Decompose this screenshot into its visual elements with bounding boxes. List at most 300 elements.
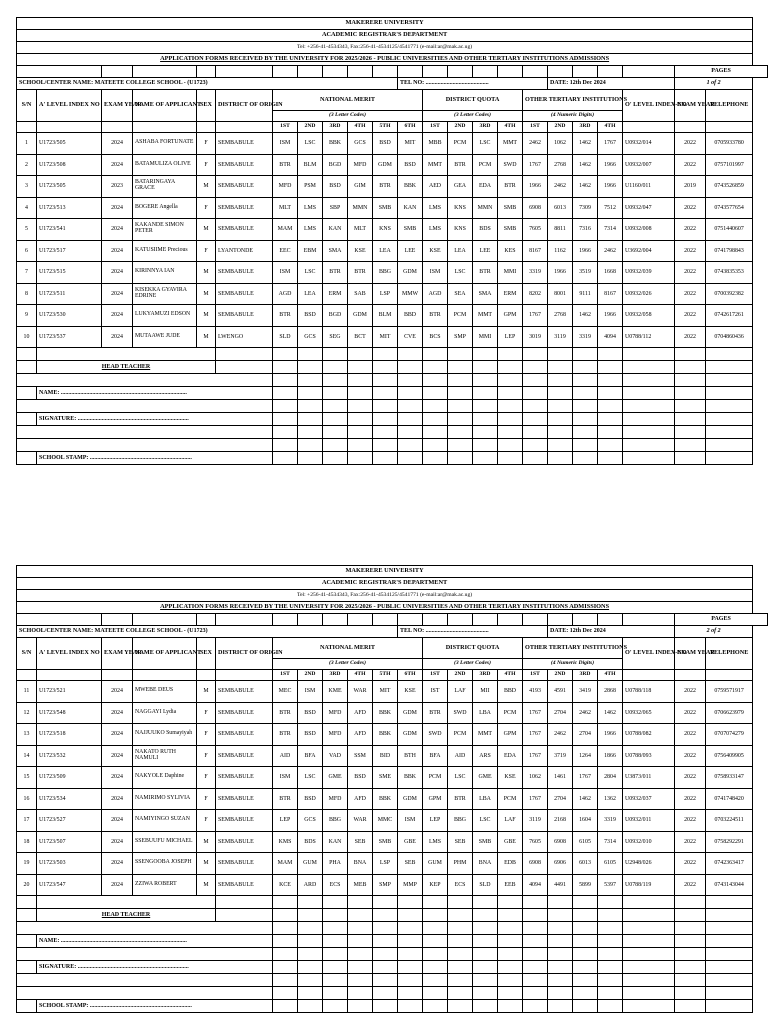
national-merit-choice: WAR — [348, 681, 373, 703]
a-level-index: U1723/527 — [37, 810, 102, 832]
district-quota-choice: MMT — [473, 724, 498, 746]
national-merit-choice: BBK — [373, 788, 398, 810]
district: SEMBABULE — [216, 305, 273, 327]
sex: F — [197, 197, 216, 219]
tertiary-choice: 2168 — [548, 810, 573, 832]
a-level-index: U1723/511 — [37, 283, 102, 305]
district-quota-choice: AID — [448, 745, 473, 767]
district: SEMBABULE — [216, 831, 273, 853]
o-level-index: U0932/008 — [623, 219, 675, 241]
applicant-name: ASHABA FORTUNATE — [133, 133, 197, 155]
tertiary-choice: 3319 — [523, 262, 548, 284]
district-quota-choice: SWD — [448, 702, 473, 724]
national-merit-choice: AID — [273, 745, 298, 767]
head-teacher-label: HEAD TEACHER — [37, 361, 216, 374]
tertiary-choice: 6105 — [598, 853, 623, 875]
rank-label: 4TH — [348, 122, 373, 133]
contact-line: Tel: +256-41-4534343, Fax:256-41-4534125/4541771 (e-mail:ar@mak.ac.ug) — [17, 42, 753, 54]
tertiary-choice: 8001 — [548, 283, 573, 305]
national-merit-choice: GUM — [298, 853, 323, 875]
o-level-exam-year: 2022 — [675, 702, 706, 724]
telephone: 0759571917 — [706, 681, 753, 703]
district: SEMBABULE — [216, 745, 273, 767]
national-merit-choice: MLT — [348, 219, 373, 241]
tertiary-choice: 1966 — [598, 154, 623, 176]
a-level-index: U1723/505 — [37, 176, 102, 198]
district-quota-choice: MMT — [423, 154, 448, 176]
name-field[interactable]: NAME: .................................................................................... — [37, 935, 273, 948]
national-merit-choice: GDM — [398, 724, 423, 746]
district-quota-choice: ARS — [473, 745, 498, 767]
rank-label: 1ST — [273, 122, 298, 133]
district-quota-choice: BBG — [448, 810, 473, 832]
district-quota-choice: MMT — [473, 305, 498, 327]
o-level-exam-year: 2022 — [675, 133, 706, 155]
exam-year: 2024 — [102, 154, 133, 176]
signature-field[interactable]: SIGNATURE: .......................................................................... — [37, 413, 273, 426]
district: LWENGO — [216, 326, 273, 348]
pages-label: PAGES — [675, 66, 768, 78]
serial-number: 9 — [17, 305, 37, 327]
district-quota-choice: BDS — [473, 219, 498, 241]
sex: M — [197, 305, 216, 327]
a-level-index: U1723/507 — [37, 831, 102, 853]
o-level-index: U0788/112 — [623, 326, 675, 348]
rank-label: 3RD — [323, 670, 348, 681]
national-merit-choice: KNS — [373, 219, 398, 241]
o-level-index: U3873/011 — [623, 767, 675, 789]
rank-label: 4TH — [498, 122, 523, 133]
o-level-exam-year: 2022 — [675, 219, 706, 241]
sex: M — [197, 681, 216, 703]
serial-number: 10 — [17, 326, 37, 348]
national-merit-choice: WAR — [348, 810, 373, 832]
col-o-level: O' LEVEL INDEX-NO — [623, 90, 675, 122]
national-merit-choice: GDM — [398, 702, 423, 724]
tertiary-choice: 4491 — [548, 874, 573, 896]
rank-label: 6TH — [398, 122, 423, 133]
a-level-index: U1723/513 — [37, 197, 102, 219]
a-level-index: U1723/509 — [37, 767, 102, 789]
district-quota-choice: BNA — [473, 853, 498, 875]
serial-number: 17 — [17, 810, 37, 832]
telephone: 0707074279 — [706, 724, 753, 746]
national-merit-choice: BTR — [373, 176, 398, 198]
sex: F — [197, 240, 216, 262]
exam-year: 2024 — [102, 681, 133, 703]
national-merit-choice: BSD — [298, 702, 323, 724]
national-merit-choice: EEC — [273, 240, 298, 262]
district-quota-choice: ECS — [448, 874, 473, 896]
tertiary-choice: 1767 — [523, 702, 548, 724]
national-merit-choice: GDM — [398, 788, 423, 810]
table-row — [17, 831, 768, 853]
col-name: NAME OF APPLICANT — [133, 90, 197, 122]
tertiary-choice: 1462 — [573, 305, 598, 327]
school-stamp-field[interactable]: SCHOOL STAMP: .................................................................... — [37, 1000, 273, 1013]
applicant-name: BATAMULIZA OLIVE — [133, 154, 197, 176]
school-name: SCHOOL/CENTER NAME: MATEETE COLLEGE SCHOOL - (U1723) — [17, 78, 398, 90]
district: SEMBABULE — [216, 154, 273, 176]
district-quota-choice: EDB — [498, 853, 523, 875]
col-national-merit: NATIONAL MERIT — [273, 90, 423, 111]
tertiary-choice: 2462 — [523, 133, 548, 155]
o-level-index: U0932/039 — [623, 262, 675, 284]
o-level-index: U0932/014 — [623, 133, 675, 155]
telephone: 0741798843 — [706, 240, 753, 262]
o-level-exam-year: 2022 — [675, 262, 706, 284]
sex: M — [197, 219, 216, 241]
letter-codes-note: (3 Letter Codes) — [273, 111, 423, 122]
tertiary-choice: 7316 — [573, 219, 598, 241]
sex: F — [197, 810, 216, 832]
district-quota-choice: BBD — [498, 681, 523, 703]
applicant-name: NAGGAYI Lydia — [133, 702, 197, 724]
national-merit-choice: BSD — [298, 305, 323, 327]
tertiary-choice: 2462 — [573, 702, 598, 724]
tertiary-choice: 6013 — [573, 853, 598, 875]
national-merit-choice: BBK — [373, 702, 398, 724]
national-merit-choice: PSM — [298, 176, 323, 198]
school-stamp-field[interactable]: SCHOOL STAMP: .................................................................... — [37, 452, 273, 465]
tertiary-choice: 6908 — [523, 853, 548, 875]
district-quota-choice: BFA — [423, 745, 448, 767]
national-merit-choice: GCS — [298, 326, 323, 348]
national-merit-choice: BDS — [298, 831, 323, 853]
tertiary-choice: 8167 — [598, 283, 623, 305]
tertiary-choice: 1668 — [598, 262, 623, 284]
tertiary-choice: 1462 — [573, 788, 598, 810]
tertiary-choice: 7314 — [598, 831, 623, 853]
district-quota-choice: SMP — [448, 326, 473, 348]
applicant-name: BATARINGAYA GRACE — [133, 176, 197, 198]
a-level-index: U1723/537 — [37, 326, 102, 348]
name-field[interactable]: NAME: .................................................................................... — [37, 387, 273, 400]
national-merit-choice: MAM — [273, 219, 298, 241]
o-level-index: U0788/082 — [623, 724, 675, 746]
exam-year: 2023 — [102, 176, 133, 198]
district-quota-choice: MMI — [473, 326, 498, 348]
district: SEMBABULE — [216, 853, 273, 875]
sex: F — [197, 724, 216, 746]
national-merit-choice: BBG — [373, 262, 398, 284]
rank-label: 3RD — [323, 122, 348, 133]
numeric-digits-note: (4 Numeric Digits) — [523, 659, 623, 670]
national-merit-choice: ISM — [298, 681, 323, 703]
district-quota-choice: LSC — [448, 767, 473, 789]
col-o-exam-year: EXAM YEAR — [675, 638, 706, 670]
tertiary-choice: 6105 — [573, 831, 598, 853]
national-merit-choice: SMB — [373, 831, 398, 853]
district-quota-choice: KSE — [498, 767, 523, 789]
national-merit-choice: MMC — [373, 810, 398, 832]
sex: M — [197, 283, 216, 305]
serial-number: 1 — [17, 133, 37, 155]
national-merit-choice: BGD — [323, 154, 348, 176]
applicant-name: KISEKKA GYAVIRA EDRINE — [133, 283, 197, 305]
tertiary-choice: 6908 — [548, 831, 573, 853]
national-merit-choice: MAM — [273, 853, 298, 875]
district-quota-choice: MMT — [498, 133, 523, 155]
o-level-exam-year: 2022 — [675, 154, 706, 176]
tertiary-choice: 1767 — [523, 788, 548, 810]
applicant-name: KAKANDE SIMON PETER — [133, 219, 197, 241]
a-level-index: U1723/505 — [37, 133, 102, 155]
national-merit-choice: KME — [323, 681, 348, 703]
national-merit-choice: LMS — [298, 219, 323, 241]
sex: M — [197, 853, 216, 875]
district-quota-choice: LEA — [448, 240, 473, 262]
tertiary-choice: 1767 — [573, 767, 598, 789]
department-name: ACADEMIC REGISTRAR'S DEPARTMENT — [17, 30, 753, 42]
national-merit-choice: BSD — [398, 154, 423, 176]
national-merit-choice: MMW — [398, 283, 423, 305]
tertiary-choice: 7314 — [598, 219, 623, 241]
sex: F — [197, 702, 216, 724]
district-quota-choice: PCM — [448, 305, 473, 327]
letter-codes-note: (3 Letter Codes) — [423, 111, 523, 122]
national-merit-choice: ERM — [323, 283, 348, 305]
district-quota-choice: AGD — [423, 283, 448, 305]
national-merit-choice: BBD — [398, 305, 423, 327]
district-quota-choice: SMA — [473, 283, 498, 305]
university-name: MAKERERE UNIVERSITY — [17, 18, 753, 30]
tertiary-choice: 2868 — [598, 681, 623, 703]
district-quota-choice: LMS — [423, 219, 448, 241]
district-quota-choice: BCS — [423, 326, 448, 348]
district-quota-choice: PCM — [498, 702, 523, 724]
o-level-index: U0932/007 — [623, 154, 675, 176]
serial-number: 15 — [17, 767, 37, 789]
tertiary-choice: 2704 — [548, 788, 573, 810]
tertiary-choice: 2462 — [548, 176, 573, 198]
national-merit-choice: SEB — [348, 831, 373, 853]
district: SEMBABULE — [216, 681, 273, 703]
o-level-index: U2948/026 — [623, 853, 675, 875]
a-level-index: U1723/532 — [37, 745, 102, 767]
applicant-name: NAMIRIMO SYLIVIA — [133, 788, 197, 810]
district-quota-choice: LEE — [473, 240, 498, 262]
applicant-name: SSEBUUFU MICHAEL — [133, 831, 197, 853]
district: SEMBABULE — [216, 176, 273, 198]
district-quota-choice: BTR — [473, 262, 498, 284]
district-quota-choice: PHM — [448, 853, 473, 875]
table-row — [17, 788, 768, 810]
tertiary-choice: 4094 — [598, 326, 623, 348]
district-quota-choice: PCM — [423, 767, 448, 789]
col-district-quota: DISTRICT QUOTA — [423, 638, 523, 659]
a-level-index: U1723/534 — [37, 788, 102, 810]
national-merit-choice: ISM — [273, 767, 298, 789]
telephone: 0758933147 — [706, 767, 753, 789]
table-row — [17, 724, 768, 746]
district-quota-choice: BTR — [498, 176, 523, 198]
table-row — [17, 305, 768, 327]
national-merit-choice: KSE — [398, 681, 423, 703]
rank-label: 3RD — [573, 670, 598, 681]
tertiary-choice: 3519 — [573, 262, 598, 284]
district-quota-choice: SEB — [448, 831, 473, 853]
col-index: A' LEVEL INDEX NO — [37, 90, 102, 122]
tertiary-choice: 9111 — [573, 283, 598, 305]
tertiary-choice: 7309 — [573, 197, 598, 219]
o-level-exam-year: 2022 — [675, 831, 706, 853]
national-merit-choice: BLM — [373, 305, 398, 327]
district-quota-choice: MII — [473, 681, 498, 703]
national-merit-choice: BSD — [348, 767, 373, 789]
exam-year: 2024 — [102, 702, 133, 724]
table-row — [17, 283, 768, 305]
tertiary-choice: 1966 — [598, 305, 623, 327]
rank-label: 1ST — [523, 122, 548, 133]
district-quota-choice: EEB — [498, 874, 523, 896]
district: SEMBABULE — [216, 283, 273, 305]
rank-label: 2ND — [298, 122, 323, 133]
tertiary-choice: 1966 — [548, 262, 573, 284]
national-merit-choice: BTR — [273, 702, 298, 724]
national-merit-choice: LEA — [373, 240, 398, 262]
district-quota-choice: PCM — [498, 788, 523, 810]
national-merit-choice: SAB — [348, 283, 373, 305]
national-merit-choice: BID — [373, 745, 398, 767]
tertiary-choice: 1966 — [523, 176, 548, 198]
national-merit-choice: ARD — [298, 874, 323, 896]
district: SEMBABULE — [216, 767, 273, 789]
a-level-index: U1723/548 — [37, 702, 102, 724]
district-quota-choice: GPM — [498, 305, 523, 327]
tertiary-choice: 1461 — [548, 767, 573, 789]
district-quota-choice: EDA — [498, 745, 523, 767]
o-level-exam-year: 2022 — [675, 853, 706, 875]
tel-no-field: TEL NO: .......................................... — [398, 626, 548, 638]
district-quota-choice: ISM — [423, 262, 448, 284]
district-quota-choice: KNS — [448, 197, 473, 219]
page-number: 2 of 2 — [675, 626, 753, 638]
table-row — [17, 197, 768, 219]
national-merit-choice: GCS — [298, 810, 323, 832]
form-page-2 — [16, 565, 768, 1013]
col-telephone: TELEPHONE — [706, 90, 753, 122]
serial-number: 18 — [17, 831, 37, 853]
tel-no-field: TEL NO: .......................................... — [398, 78, 548, 90]
national-merit-choice: SMB — [398, 219, 423, 241]
tertiary-choice: 1462 — [573, 154, 598, 176]
national-merit-choice: BCT — [348, 326, 373, 348]
applicant-name: BOGERE Angella — [133, 197, 197, 219]
tertiary-choice: 2462 — [598, 240, 623, 262]
district-quota-choice: MMI — [498, 262, 523, 284]
table-row — [17, 176, 768, 198]
serial-number: 12 — [17, 702, 37, 724]
rank-label: 1ST — [523, 670, 548, 681]
serial-number: 3 — [17, 176, 37, 198]
col-sex: SEX — [197, 90, 216, 122]
national-merit-choice: LSP — [373, 283, 398, 305]
district-quota-choice: LEP — [498, 326, 523, 348]
serial-number: 19 — [17, 853, 37, 875]
national-merit-choice: BTH — [398, 745, 423, 767]
district-quota-choice: KEP — [423, 874, 448, 896]
table-row — [17, 326, 768, 348]
tertiary-choice: 3719 — [548, 745, 573, 767]
exam-year: 2024 — [102, 262, 133, 284]
national-merit-choice: BBK — [398, 767, 423, 789]
district-quota-choice: SWD — [498, 154, 523, 176]
district-quota-choice: MMN — [473, 197, 498, 219]
rank-label: 3RD — [473, 670, 498, 681]
district: SEMBABULE — [216, 702, 273, 724]
telephone: 0706623979 — [706, 702, 753, 724]
national-merit-choice: MEC — [273, 681, 298, 703]
a-level-index: U1723/530 — [37, 305, 102, 327]
district: SEMBABULE — [216, 810, 273, 832]
rank-label: 1ST — [423, 670, 448, 681]
national-merit-choice: GIM — [348, 176, 373, 198]
tertiary-choice: 2804 — [598, 767, 623, 789]
district-quota-choice: PCM — [448, 724, 473, 746]
tertiary-choice: 8811 — [548, 219, 573, 241]
national-merit-choice: ECS — [323, 874, 348, 896]
tertiary-choice: 4193 — [523, 681, 548, 703]
tertiary-choice: 6906 — [548, 853, 573, 875]
national-merit-choice: BBG — [323, 810, 348, 832]
rank-label: 4TH — [598, 122, 623, 133]
o-level-index: U0932/010 — [623, 831, 675, 853]
telephone: 0704860436 — [706, 326, 753, 348]
exam-year: 2024 — [102, 283, 133, 305]
col-sn: S/N — [17, 90, 37, 122]
col-o-exam-year: EXAM YEAR — [675, 90, 706, 122]
exam-year: 2024 — [102, 874, 133, 896]
signature-field[interactable]: SIGNATURE: .......................................................................... — [37, 961, 273, 974]
rank-label: 5TH — [373, 670, 398, 681]
table-row — [17, 154, 768, 176]
serial-number: 8 — [17, 283, 37, 305]
sex: F — [197, 133, 216, 155]
a-level-index: U1723/503 — [37, 853, 102, 875]
district-quota-choice: LAF — [448, 681, 473, 703]
district-quota-choice: GPM — [423, 788, 448, 810]
district: SEMBABULE — [216, 262, 273, 284]
o-level-index: U0932/065 — [623, 702, 675, 724]
serial-number: 7 — [17, 262, 37, 284]
telephone: 0757101997 — [706, 154, 753, 176]
col-sex: SEX — [197, 638, 216, 670]
tertiary-choice: 1462 — [573, 133, 598, 155]
national-merit-choice: MFD — [273, 176, 298, 198]
table-row — [17, 262, 768, 284]
table-row — [17, 853, 768, 875]
district-quota-choice: LSC — [473, 810, 498, 832]
applicant-name: KATUSIIME Precious — [133, 240, 197, 262]
tertiary-choice: 3019 — [523, 326, 548, 348]
rank-label: 2ND — [448, 122, 473, 133]
exam-year: 2024 — [102, 326, 133, 348]
exam-year: 2024 — [102, 133, 133, 155]
department-name: ACADEMIC REGISTRAR'S DEPARTMENT — [17, 578, 753, 590]
o-level-exam-year: 2019 — [675, 176, 706, 198]
district: LYANTONDE — [216, 240, 273, 262]
applicant-name: ZZIWA ROBERT — [133, 874, 197, 896]
national-merit-choice: GCS — [348, 133, 373, 155]
a-level-index: U1723/508 — [37, 154, 102, 176]
tertiary-choice: 4094 — [523, 874, 548, 896]
o-level-index: U0788/093 — [623, 745, 675, 767]
telephone: 0703224511 — [706, 810, 753, 832]
applicant-name: KIRINNYA IAN — [133, 262, 197, 284]
rank-label: 1ST — [423, 122, 448, 133]
national-merit-choice: SEB — [398, 853, 423, 875]
